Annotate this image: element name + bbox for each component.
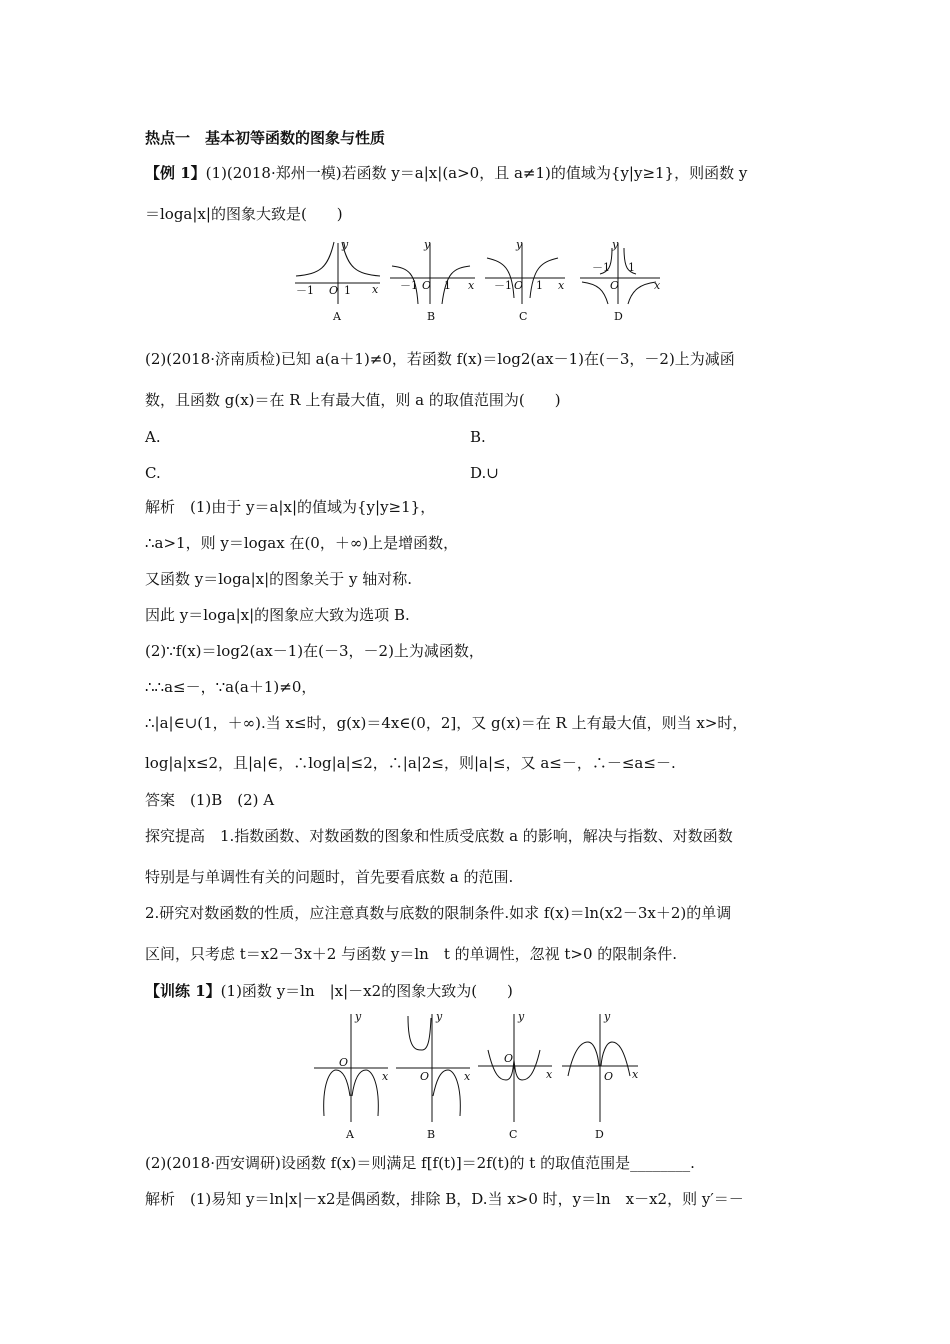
graph-d-neg1: －1	[592, 261, 610, 274]
option-b: B.	[470, 428, 486, 446]
graph-c-neg1: －1	[494, 279, 512, 292]
graph-d-x-label: x	[654, 279, 661, 292]
example1-question2-line1: (2)(2018·济南质检)已知 a(a＋1)≠0，若函数 f(x)＝log2(ax－1)在(－3，－2)上为减函	[145, 350, 735, 368]
t-graph-b-label: B	[427, 1128, 436, 1141]
option-c: C.	[145, 464, 161, 482]
t-graph-b-origin: O	[420, 1070, 430, 1083]
example1-graph-c	[485, 238, 565, 323]
graph-a-label: A	[333, 310, 341, 323]
graph-d-one: 1	[628, 261, 635, 274]
example1-question1-line1	[145, 163, 747, 183]
graph-c-y-label: y	[516, 238, 523, 251]
section-title: 热点一 基本初等函数的图象与性质	[145, 129, 386, 147]
example1-q1-text: (1)(2018·郑州一模)若函数 y＝a|x|(a>0，且 a≠1)的值域为{y|y≥1}，则函数 y	[205, 164, 748, 182]
option-a: A.	[145, 428, 161, 446]
graph-b-label: B	[427, 310, 436, 323]
graph-b-origin: O	[422, 279, 432, 292]
training1-graph-d	[562, 1010, 639, 1141]
training1-q1-text: (1)函数 y＝ln |x|－x2的图象大致为( )	[220, 982, 513, 1000]
solution1-line6: ∴∴a≤－，∵a(a＋1)≠0，	[145, 678, 317, 696]
graph-c-one: 1	[536, 279, 543, 292]
solution1-line5: (2)∵f(x)＝log2(ax－1)在(－3，－2)上为减函数，	[145, 642, 484, 660]
t-graph-a-label: A	[346, 1128, 354, 1141]
inquiry-line3: 2.研究对数函数的性质，应注意真数与底数的限制条件.如求 f(x)＝ln(x2－3x＋2)的单调	[145, 904, 732, 922]
t-graph-d-x-label: x	[632, 1068, 639, 1081]
example1-question1-line2: ＝loga|x|的图象大致是( )	[145, 205, 343, 223]
solution1-line7: ∴|a|∈∪(1，＋∞).当 x≤时，g(x)＝4x∈(0，2]，又 g(x)＝在 R 上有最大值，则当 x>时，	[145, 714, 748, 732]
t-graph-a-origin: O	[339, 1056, 349, 1069]
graph-b-one: 1	[444, 279, 451, 292]
training1-graph-a	[314, 1010, 389, 1141]
inquiry-line4: 区间，只考虑 t＝x2－3x＋2 与函数 y＝ln t 的单调性，忽视 t>0 的限制条件.	[145, 945, 678, 963]
training1-solution: 解析 (1)易知 y＝ln|x|－x2是偶函数，排除 B，D.当 x>0 时，y＝ln x－x2，则 y′＝－	[145, 1190, 744, 1208]
training1-figures	[312, 1010, 642, 1142]
graph-b-x-label: x	[468, 279, 475, 292]
example1-head: 【例 1】	[145, 164, 206, 182]
graph-a-one: 1	[344, 284, 351, 297]
graph-c-origin: O	[514, 279, 524, 292]
graph-a-neg1: －1	[296, 284, 314, 297]
solution1-line8: log|a|x≤2，且|a|∈，∴log|a|≤2，∴|a|2≤，则|a|≤，又 a≤－，∴－≤a≤－.	[145, 754, 676, 772]
graph-b-y-label: y	[424, 238, 431, 251]
graph-b-neg1: －1	[400, 279, 418, 292]
option-d: D.∪	[470, 464, 499, 482]
t-graph-d-label: D	[595, 1128, 604, 1141]
graph-d-y-label: y	[612, 238, 619, 251]
inquiry-line1: 探究提高 1.指数函数、对数函数的图象和性质受底数 a 的影响，解决与指数、对数函数	[145, 827, 733, 845]
example1-graph-a	[295, 238, 380, 323]
graph-c-x-label: x	[558, 279, 565, 292]
example1-graph-d	[580, 238, 661, 323]
example1-figures	[290, 238, 675, 324]
t-graph-d-origin: O	[604, 1070, 614, 1083]
t-graph-c-label: C	[509, 1128, 518, 1141]
t-graph-b-x-label: x	[464, 1070, 471, 1083]
t-graph-d-y-label: y	[604, 1010, 611, 1023]
graph-c-label: C	[519, 310, 528, 323]
t-graph-c-origin: O	[504, 1052, 514, 1065]
graph-a-origin: O	[329, 284, 339, 297]
graph-d-label: D	[614, 310, 623, 323]
training1-graph-b	[396, 1010, 471, 1141]
solution1-line4: 因此 y＝loga|x|的图象应大致为选项 B.	[145, 606, 410, 624]
example1-question2-line2: 数，且函数 g(x)＝在 R 上有最大值，则 a 的取值范围为( )	[145, 391, 561, 409]
t-graph-c-y-label: y	[518, 1010, 525, 1023]
t-graph-a-y-label: y	[355, 1010, 362, 1023]
solution1-line2: ∴a>1，则 y＝logax 在(0，＋∞)上是增函数，	[145, 534, 459, 552]
solution1-line1: 解析 (1)由于 y＝a|x|的值域为{y|y≥1}，	[145, 498, 436, 516]
training1-graph-c	[478, 1010, 553, 1141]
example1-graph-b	[390, 238, 475, 323]
training1-head: 【训练 1】	[145, 982, 221, 1000]
inquiry-line2: 特别是与单调性有关的问题时，首先要看底数 a 的范围.	[145, 868, 514, 886]
graph-a-y-label: y	[342, 238, 349, 251]
training1-question2: (2)(2018·西安调研)设函数 f(x)＝则满足 f[f(t)]＝2f(t)的 t 的取值范围是________.	[145, 1154, 695, 1172]
graph-a-x-label: x	[372, 283, 379, 296]
solution1-line3: 又函数 y＝loga|x|的图象关于 y 轴对称.	[145, 570, 412, 588]
answer1: 答案 (1)B (2) A	[145, 791, 275, 809]
t-graph-b-y-label: y	[436, 1010, 443, 1023]
training1-question1	[145, 981, 513, 1001]
graph-d-origin: O	[610, 279, 620, 292]
t-graph-c-x-label: x	[546, 1068, 553, 1081]
t-graph-a-x-label: x	[382, 1070, 389, 1083]
